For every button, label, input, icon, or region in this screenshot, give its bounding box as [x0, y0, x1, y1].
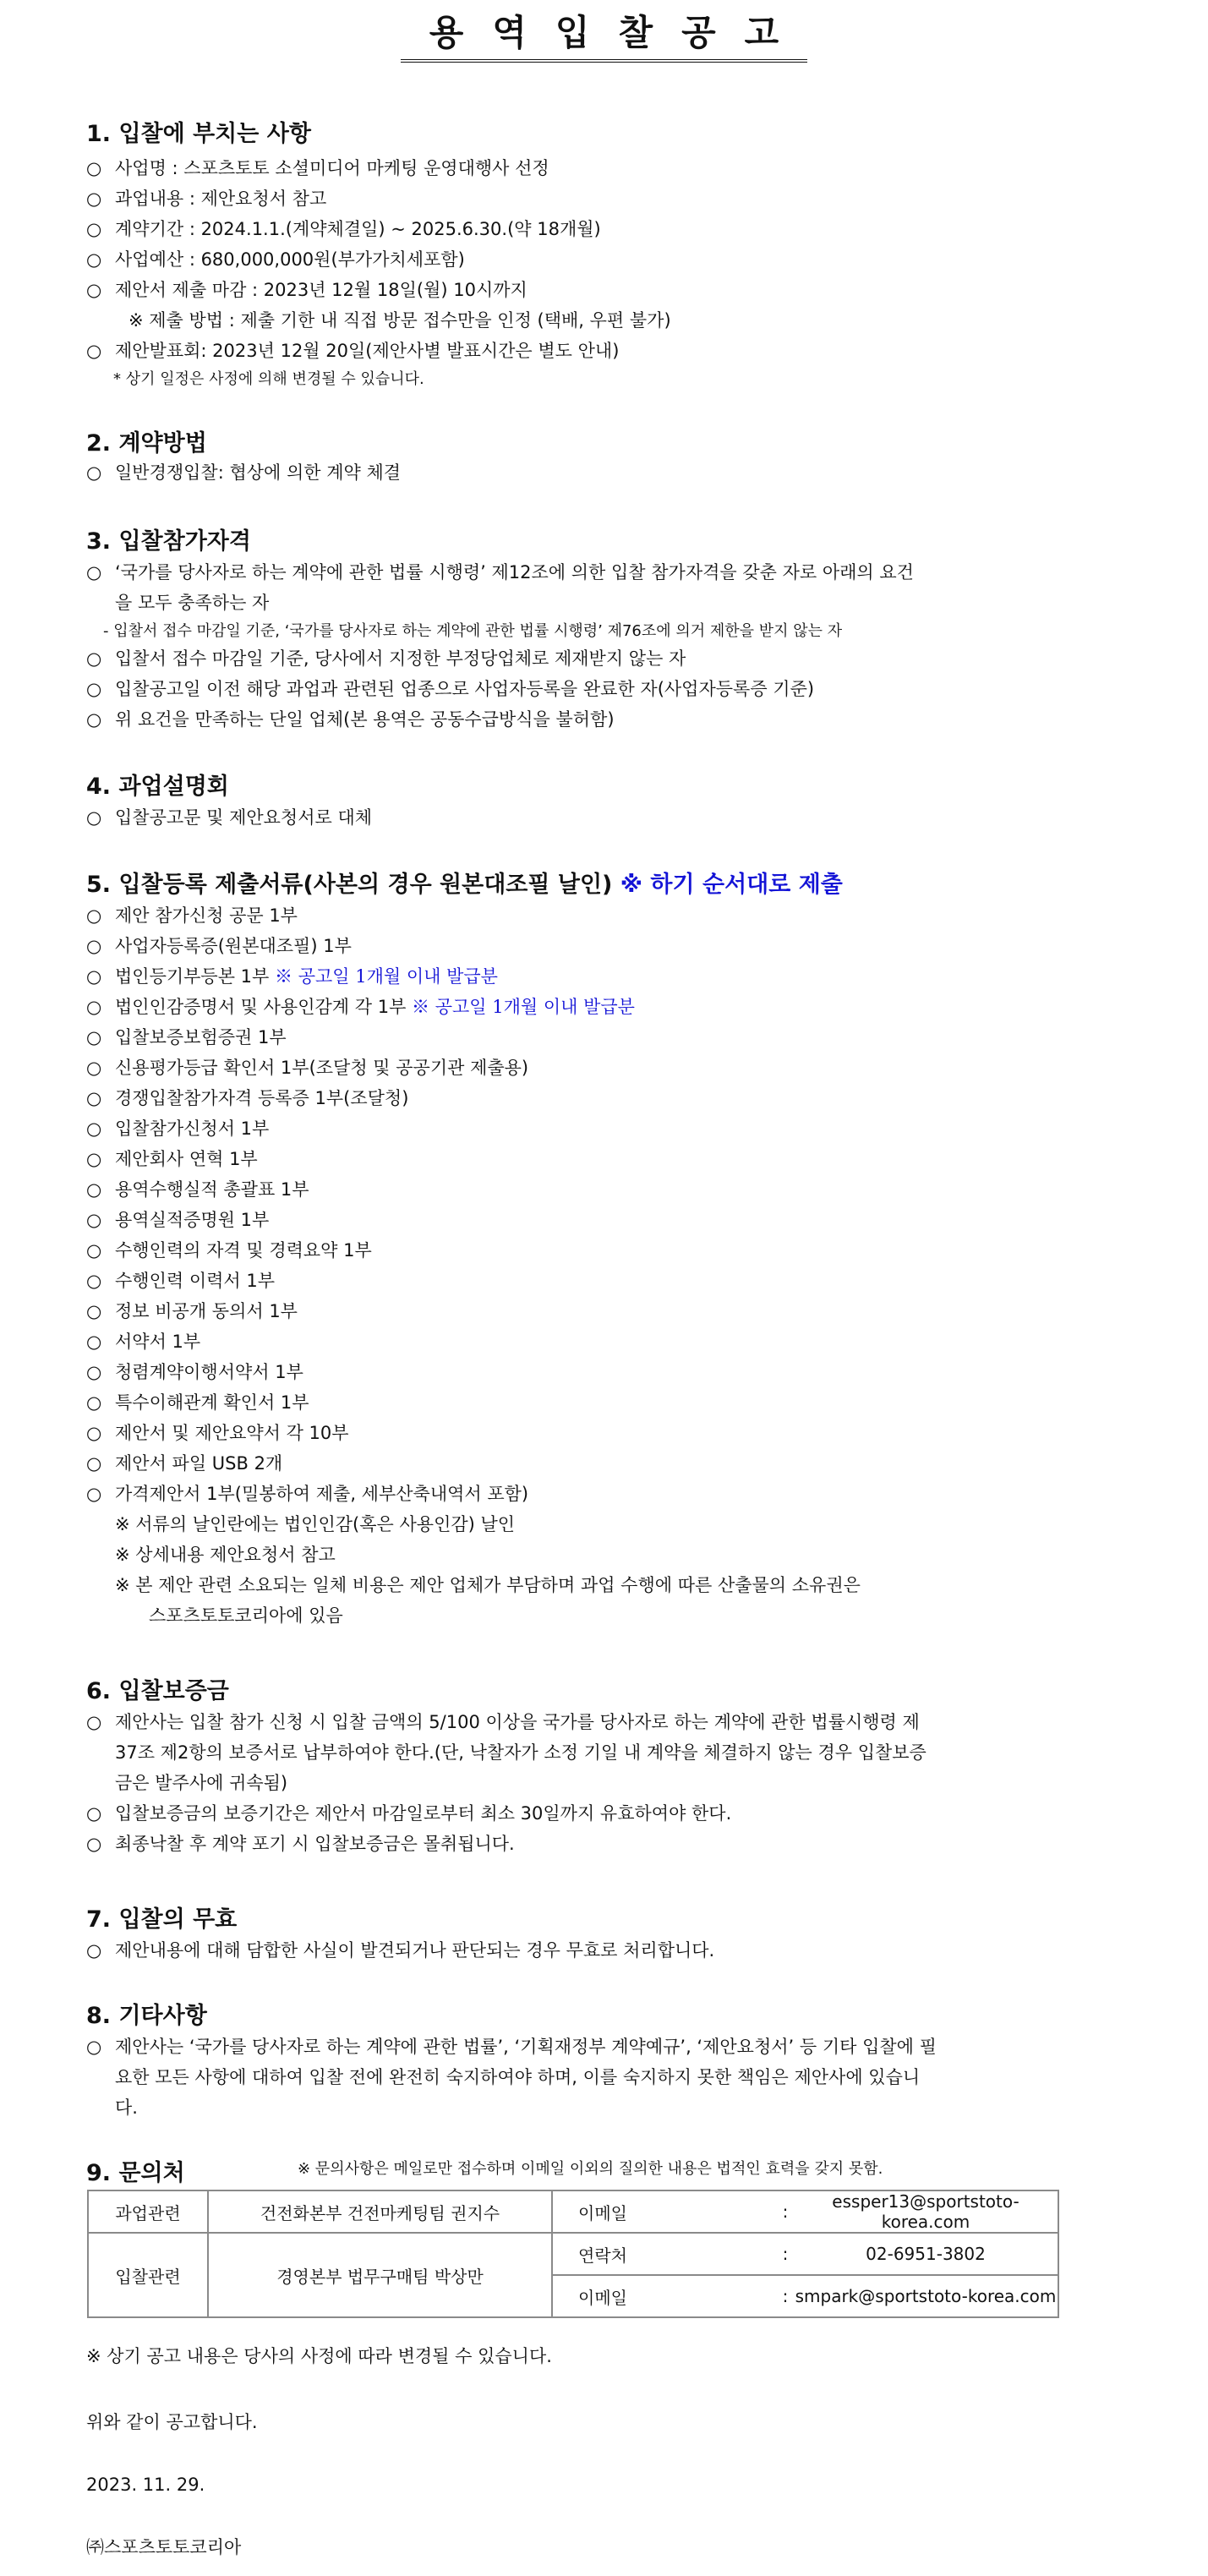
issue-date-note: ※ 공고일 1개월 이내 발급분 [412, 997, 635, 1017]
note-item-continuation: 스포츠토토코리아에 있음 [149, 1605, 343, 1626]
list-item: ○ 제안회사 연혁 1부 [86, 1149, 258, 1169]
list-item: ○ 신용평가등급 확인서 1부(조달청 및 공공기관 제출용) [86, 1058, 529, 1078]
note-item: ※ 본 제안 관련 소요되는 일체 비용은 제안 업체가 부담하며 과업 수행에 따른 산출물의 소유권은 [115, 1575, 861, 1595]
label-cell: 이메일 [552, 2190, 777, 2233]
list-item: ○ 제안사는 ‘국가를 당사자로 하는 계약에 관한 법률’, ‘기획재정부 계약예규’, ‘제안요청서’ 등 기타 입찰에 필 [86, 2037, 937, 2057]
section-4-heading: 4. 과업설명회 [86, 774, 229, 800]
list-item-continuation: 금은 발주사에 귀속됨) [115, 1773, 288, 1793]
list-item: ○ 가격제안서 1부(밀봉하여 제출, 세부산축내역서 포함) [86, 1484, 529, 1504]
email-link[interactable]: essper13@sportstoto-korea.com [794, 2190, 1058, 2233]
list-item: ○ ‘국가를 당사자로 하는 계약에 관한 법률 시행령’ 제12조에 의한 입찰 참가자격을 갖춘 자로 아래의 요건 [86, 562, 914, 582]
list-item: ○ 최종낙찰 후 계약 포기 시 입찰보증금은 몰취됩니다. [86, 1834, 515, 1854]
list-item: ○ 제안사는 입찰 참가 신청 시 입찰 금액의 5/100 이상을 국가를 당사자로 하는 계약에 관한 법률시행령 제 [86, 1712, 920, 1732]
department-cell: 경영본부 법무구매팀 박상만 [208, 2233, 552, 2317]
note-item: ※ 서류의 날인란에는 법인인감(혹은 사용인감) 날인 [115, 1514, 516, 1534]
list-item: ○ 용역수행실적 총괄표 1부 [86, 1179, 309, 1200]
page-title: 용역입찰공고 [0, 5, 1208, 63]
list-item: ○ 입찰보증보험증권 1부 [86, 1027, 287, 1047]
email-link[interactable]: smpark@sportstoto-korea.com [794, 2275, 1058, 2317]
section-7-heading: 7. 입찰의 무효 [86, 1906, 238, 1933]
section-8-heading: 8. 기타사항 [86, 2003, 207, 2029]
list-item: ○ 입찰참가신청서 1부 [86, 1118, 270, 1139]
list-item: ○ 제안 참가신청 공문 1부 [86, 905, 298, 926]
list-item: ○ 사업명 : 스포츠토토 소셜미디어 마케팅 운영대행사 선정 [86, 158, 549, 178]
company-name: ㈜스포츠토토코리아 [86, 2537, 242, 2557]
contact-table [87, 2190, 1059, 2318]
schedule-note: * 상기 일정은 사정에 의해 변경될 수 있습니다. [113, 370, 424, 388]
list-item: ○ 특수이해관계 확인서 1부 [86, 1392, 309, 1413]
list-item: ○ 입찰공고일 이전 해당 과업과 관련된 업종으로 사업자등록을 완료한 자(사업자등록증 기준) [86, 679, 815, 699]
section-9-heading: 9. 문의처 [86, 2160, 185, 2186]
list-item-continuation: 을 모두 충족하는 자 [115, 593, 270, 613]
label-cell: 이메일 [552, 2275, 777, 2317]
phone-value: 02-6951-3802 [794, 2233, 1058, 2275]
list-item: ○ 수행인력의 자격 및 경력요약 1부 [86, 1240, 372, 1261]
colon-cell: : [777, 2190, 794, 2233]
department-cell: 건전화본부 건전마케팅팀 권지수 [208, 2190, 552, 2233]
list-item: ○ 법인등기부등본 1부 ※ 공고일 1개월 이내 발급분 [86, 966, 498, 987]
list-item: ○ 법인인감증명서 및 사용인감계 각 1부 ※ 공고일 1개월 이내 발급분 [86, 997, 635, 1017]
section-6-heading: 6. 입찰보증금 [86, 1678, 229, 1704]
list-item: ○ 사업자등록증(원본대조필) 1부 [86, 936, 352, 956]
submission-order-note: ※ 하기 순서대로 제출 [620, 872, 843, 898]
section-3-heading: 3. 입찰참가자격 [86, 528, 251, 555]
change-notice: ※ 상기 공고 내용은 당사의 사정에 따라 변경될 수 있습니다. [86, 2346, 552, 2366]
table-row [88, 2190, 1058, 2233]
list-item: ○ 과업내용 : 제안요청서 참고 [86, 189, 327, 209]
list-item: ○ 입찰서 접수 마감일 기준, 당사에서 지정한 부정당업체로 제재받지 않는 자 [86, 648, 686, 669]
note-item: ※ 상세내용 제안요청서 참고 [115, 1545, 336, 1565]
list-item: ○ 제안서 파일 USB 2개 [86, 1453, 283, 1474]
issue-date-note: ※ 공고일 1개월 이내 발급분 [275, 966, 498, 987]
announcement-text: 위와 같이 공고합니다. [86, 2412, 258, 2432]
list-item: ○ 용역실적증명원 1부 [86, 1210, 270, 1230]
table-row [88, 2233, 1058, 2275]
list-item-continuation: 37조 제2항의 보증서로 납부하여야 한다.(단, 낙찰자가 소정 기일 내 계약을 체결하지 않는 경우 입찰보증 [115, 1742, 926, 1763]
list-item: ○ 일반경쟁입찰: 협상에 의한 계약 체결 [86, 462, 402, 483]
sub-item: - 입찰서 접수 마감일 기준, ‘국가를 당사자로 하는 계약에 관한 법률 시행령’ 제76조에 의거 제한을 받지 않는 자 [103, 622, 843, 640]
notice-date: 2023. 11. 29. [86, 2475, 205, 2495]
section-5-heading: 5. 입찰등록 제출서류(사본의 경우 원본대조필 날인) ※ 하기 순서대로 제출 [86, 872, 843, 898]
list-item: ○ 제안서 제출 마감 : 2023년 12월 18일(월) 10시까지 [86, 280, 527, 300]
category-cell: 과업관련 [88, 2190, 208, 2233]
list-item: ○ 정보 비공개 동의서 1부 [86, 1301, 298, 1321]
category-cell: 입찰관련 [88, 2233, 208, 2317]
list-item: ○ 서약서 1부 [86, 1332, 201, 1352]
section-1-heading: 1. 입찰에 부치는 사항 [86, 121, 311, 147]
list-item: ○ 입찰보증금의 보증기간은 제안서 마감일로부터 최소 30일까지 유효하여야 한다. [86, 1803, 732, 1824]
list-item: ○ 제안내용에 대해 담합한 사실이 발견되거나 판단되는 경우 무효로 처리합니다. [86, 1940, 715, 1961]
list-item: ○ 청렴계약이행서약서 1부 [86, 1362, 303, 1382]
list-item-continuation: 다. [115, 2097, 138, 2118]
colon-cell: : [777, 2233, 794, 2275]
inquiry-note: ※ 문의사항은 메일로만 접수하며 이메일 이외의 질의한 내용은 법적인 효력을 갖지 못함. [298, 2160, 883, 2178]
list-item: ○ 입찰공고문 및 제안요청서로 대체 [86, 807, 373, 828]
list-item-continuation: 요한 모든 사항에 대하여 입찰 전에 완전히 숙지하여야 하며, 이를 숙지하지 못한 책임은 제안사에 있습니 [115, 2067, 921, 2087]
list-item: ○ 경쟁입찰참가자격 등록증 1부(조달청) [86, 1088, 409, 1108]
list-item: ○ 제안발표회: 2023년 12월 20일(제안사별 발표시간은 별도 안내) [86, 341, 620, 361]
section-2-heading: 2. 계약방법 [86, 430, 207, 457]
list-item: ○ 계약기간 : 2024.1.1.(계약체결일) ~ 2025.6.30.(약 18개월) [86, 219, 601, 239]
list-item: ○ 사업예산 : 680,000,000원(부가가치세포함) [86, 249, 465, 270]
submission-method-note: ※ 제출 방법 : 제출 기한 내 직접 방문 접수만을 인정 (택배, 우편 불가) [128, 310, 671, 331]
label-cell: 연락처 [552, 2233, 777, 2275]
list-item: ○ 수행인력 이력서 1부 [86, 1271, 275, 1291]
colon-cell: : [777, 2275, 794, 2317]
list-item: ○ 제안서 및 제안요약서 각 10부 [86, 1423, 349, 1443]
list-item: ○ 위 요건을 만족하는 단일 업체(본 용역은 공동수급방식을 불허함) [86, 709, 615, 730]
